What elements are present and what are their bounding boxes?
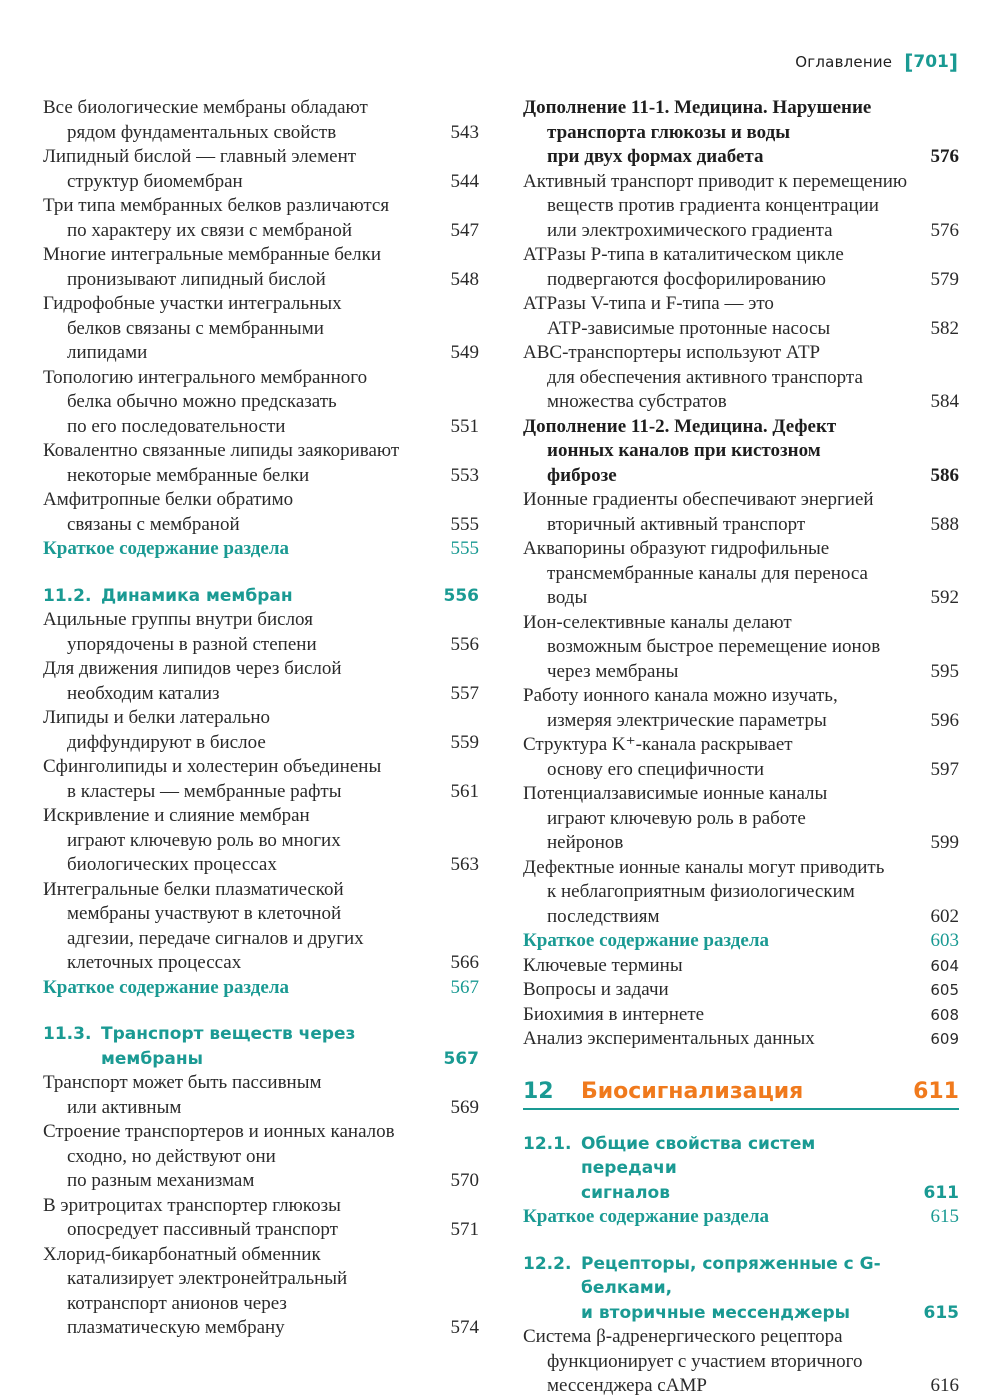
page-number: 595	[930, 660, 959, 682]
page-number: 556	[450, 633, 479, 655]
toc-entry[interactable]	[43, 1194, 479, 1243]
entry-title: Работу ионного канала можно изучать, измеряя электрические параметры	[523, 685, 838, 731]
section-number: 12.1.	[523, 1133, 572, 1154]
entry-title: Многие интегральные мембранные белки пронизывают липидный бислой	[43, 244, 382, 290]
entry-title: Анализ экспериментальных данных	[523, 1028, 815, 1049]
entry-title: Все биологические мембраны обладают рядом фундаментальных свойств	[43, 97, 368, 143]
toc-entry[interactable]	[523, 170, 959, 244]
toc-entry[interactable]	[43, 755, 479, 804]
page-number: 584	[930, 391, 959, 412]
toc-entry[interactable]	[43, 608, 479, 657]
toc-entry[interactable]	[43, 145, 479, 194]
toc-entry[interactable]	[523, 341, 959, 415]
toc-entry[interactable]	[523, 1003, 959, 1028]
toc-entry[interactable]	[43, 96, 479, 145]
page-number: 555	[450, 538, 479, 559]
entry-title: Вопросы и задачи	[523, 979, 669, 1000]
toc-entry[interactable]	[523, 954, 959, 979]
entry-title: АТРазы V-типа и F-типа — это АТР-зависимые протонные насосы	[523, 293, 831, 339]
toc-section-summary[interactable]	[43, 976, 479, 1001]
section-title: Транспорт веществ через мембраны	[101, 1024, 356, 1069]
toc-entry[interactable]	[43, 804, 479, 878]
entry-title: Краткое содержание раздела	[523, 1206, 769, 1227]
toc-entry[interactable]	[523, 782, 959, 856]
header-page-number: 701	[913, 52, 949, 72]
chapter-number: 12	[523, 1078, 554, 1104]
page-number: 561	[450, 780, 479, 802]
page-number: 547	[450, 219, 479, 241]
page-number: 570	[450, 1170, 479, 1191]
entry-title: Ковалентно связанные липиды заякоривают некоторые мембранные белки	[43, 440, 400, 486]
entry-title: Липиды и белки латерально диффундируют в бислое	[43, 707, 271, 753]
toc-entry[interactable]	[523, 684, 959, 733]
entry-title: В эритроцитах транспортер глюкозы опосредует пассивный транспорт	[43, 1194, 341, 1240]
section-title: Общие свойства систем передачи сигналов	[581, 1133, 816, 1203]
entry-title: Структура K⁺-канала раскрывает основу его специфичности	[523, 734, 793, 780]
entry-title: Дополнение 11-2. Медицина. Дефект ионных каналов при кистозном фиброзе	[523, 415, 837, 486]
header-bracket-close: ]	[948, 50, 958, 74]
toc-entry[interactable]	[43, 1243, 479, 1341]
entry-title: Сфинголипиды и холестерин объединены в кластеры — мембранные рафты	[43, 756, 382, 802]
section-number: 12.2.	[523, 1253, 572, 1274]
page-number: 553	[450, 464, 479, 486]
page-number: 597	[930, 758, 959, 780]
toc-section-heading[interactable]	[43, 584, 479, 609]
entry-title: Для движения липидов через бислой необходим катализ	[43, 658, 342, 704]
page-number: 566	[450, 952, 479, 973]
page-number: 576	[930, 219, 959, 241]
toc-section-summary[interactable]	[43, 537, 479, 562]
toc-section-heading[interactable]	[43, 1022, 479, 1071]
toc-entry[interactable]	[523, 611, 959, 685]
toc-left-column	[43, 96, 479, 1341]
page-number: 556	[443, 585, 479, 606]
page-number: 576	[930, 146, 959, 167]
toc-entry[interactable]	[523, 537, 959, 611]
page-number: 567	[450, 976, 479, 998]
toc-box-entry[interactable]	[523, 96, 959, 170]
section-number: 11.2.	[43, 585, 92, 606]
toc-entry[interactable]	[43, 1120, 479, 1194]
entry-title: АВС-транспортеры используют АТР для обеспечения активного транспорта множества субстратов	[523, 342, 863, 412]
entry-title: Транспорт может быть пассивным или активным	[43, 1072, 322, 1118]
page-number: 596	[930, 709, 959, 731]
toc-section-heading[interactable]	[523, 1252, 959, 1326]
page-number: 603	[930, 930, 959, 951]
toc-entry[interactable]	[523, 978, 959, 1003]
page-number: 615	[923, 1302, 959, 1323]
entry-title: Дополнение 11-1. Медицина. Нарушение транспорта глюкозы и воды при двух формах диабета	[523, 97, 872, 167]
toc-entry[interactable]	[523, 733, 959, 782]
toc-entry[interactable]	[523, 856, 959, 930]
entry-title: Интегральные белки плазматической мембраны участвуют в клеточной адгезии, передаче сигналов и других клеточных процессах	[43, 878, 364, 973]
page-number: 582	[930, 317, 959, 339]
entry-title: Краткое содержание раздела	[523, 930, 769, 951]
entry-title: Биохимия в интернете	[523, 1003, 705, 1025]
page-number: 592	[930, 587, 959, 608]
entry-title: Краткое содержание раздела	[43, 976, 289, 998]
entry-title: Хлорид-бикарбонатный обменник катализирует электронейтральный котранспорт анионов через плазматическую мембрану	[43, 1243, 348, 1338]
toc-box-entry[interactable]	[523, 415, 959, 489]
entry-title: Ион-селективные каналы делают возможным быстрое перемещение ионов через мембраны	[523, 611, 881, 682]
page-number: 609	[930, 1030, 959, 1048]
toc-entry[interactable]	[43, 1071, 479, 1120]
entry-title: Аквапорины образуют гидрофильные трансмембранные каналы для переноса воды	[523, 538, 868, 608]
entry-title: АТРазы Р-типа в каталитическом цикле подвергаются фосфорилированию	[523, 244, 844, 290]
toc-entry[interactable]	[523, 1325, 959, 1399]
page-number: 579	[930, 268, 959, 290]
toc-section-heading[interactable]	[523, 1132, 959, 1206]
section-title: Рецепторы, сопряженные с G-белками, и вторичные мессенджеры	[581, 1253, 881, 1323]
entry-title: Дефектные ионные каналы могут приводить к неблагоприятным физиологическим последствиям	[523, 856, 885, 927]
header-bracket-open: [	[904, 50, 914, 74]
entry-title: Потенциалзависимые ионные каналы играют ключевую роль в работе нейронов	[523, 783, 828, 853]
page-number: 588	[930, 513, 959, 535]
toc-section-summary[interactable]	[523, 929, 959, 954]
page-number: 586	[930, 464, 959, 486]
entry-title: Активный транспорт приводит к перемещению веществ против градиента концентрации или электрохимического градиента	[523, 170, 908, 241]
entry-title: Ключевые термины	[523, 954, 683, 976]
section-number: 11.3.	[43, 1024, 92, 1044]
entry-title: Топологию интегрального мембранного белка обычно можно предсказать по его последовательности	[43, 366, 368, 437]
page-number: 549	[450, 342, 479, 363]
entry-title: Ионные градиенты обеспечивают энергией вторичный активный транспорт	[523, 489, 874, 535]
page-number: 599	[930, 832, 959, 853]
toc-chapter-heading[interactable]	[523, 1076, 959, 1110]
page-number: 567	[443, 1048, 479, 1069]
page-number: 569	[450, 1096, 479, 1118]
toc-entry[interactable]	[43, 194, 479, 243]
toc-right-column	[523, 96, 959, 1399]
section-title: Динамика мембран	[101, 585, 293, 606]
toc-entry[interactable]	[43, 706, 479, 755]
page-number: 559	[450, 731, 479, 753]
page-number: 616	[930, 1375, 959, 1396]
page-number: 611	[913, 1078, 959, 1104]
toc-entry[interactable]	[43, 292, 479, 366]
header-label: Оглавление	[795, 53, 893, 71]
page-number: 602	[930, 905, 959, 927]
page-number: 555	[450, 513, 479, 535]
entry-title: Строение транспортеров и ионных каналов сходно, но действуют они по разным механизмам	[43, 1121, 395, 1191]
page-number: 574	[450, 1317, 479, 1338]
entry-title: Система β-адренергического рецептора функционирует с участием вторичного мессенджера сАМР	[523, 1326, 863, 1396]
chapter-title: Биосигнализация	[581, 1078, 804, 1104]
page-number: 611	[923, 1182, 959, 1203]
toc-entry[interactable]	[43, 488, 479, 537]
page-number: 551	[450, 415, 479, 437]
page-number: 604	[930, 956, 959, 975]
toc-entry[interactable]	[43, 243, 479, 292]
page-number: 563	[450, 854, 479, 875]
page-number: 608	[930, 1005, 959, 1024]
entry-title: Искривление и слияние мембран играют ключевую роль во многих биологических процессах	[43, 805, 341, 875]
toc-section-summary[interactable]	[523, 1205, 959, 1230]
entry-title: Ацильные группы внутри бислоя упорядочены в разной степени	[43, 609, 317, 655]
toc-entry[interactable]	[523, 488, 959, 537]
page-number: 544	[450, 170, 479, 192]
entry-title: Липидный бислой — главный элемент структур биомембран	[43, 146, 357, 192]
toc-entry[interactable]	[43, 878, 479, 976]
page-number: 605	[930, 981, 959, 999]
entry-title: Амфитропные белки обратимо связаны с мембраной	[43, 489, 294, 535]
running-header	[795, 50, 958, 74]
entry-title: Три типа мембранных белков различаются по характеру их связи с мембраной	[43, 195, 390, 241]
page-number: 571	[450, 1219, 479, 1240]
page-number: 615	[930, 1206, 959, 1227]
toc-entry[interactable]	[43, 439, 479, 488]
toc-entry[interactable]	[523, 292, 959, 341]
page-number: 557	[450, 682, 479, 704]
toc-entry[interactable]	[523, 1027, 959, 1052]
entry-title: Гидрофобные участки интегральных белков связаны с мембранными липидами	[43, 293, 342, 363]
entry-title: Краткое содержание раздела	[43, 538, 289, 559]
toc-entry[interactable]	[43, 657, 479, 706]
page-number: 548	[450, 268, 479, 290]
page-number: 543	[450, 121, 479, 143]
toc-entry[interactable]	[523, 243, 959, 292]
toc-entry[interactable]	[43, 366, 479, 440]
